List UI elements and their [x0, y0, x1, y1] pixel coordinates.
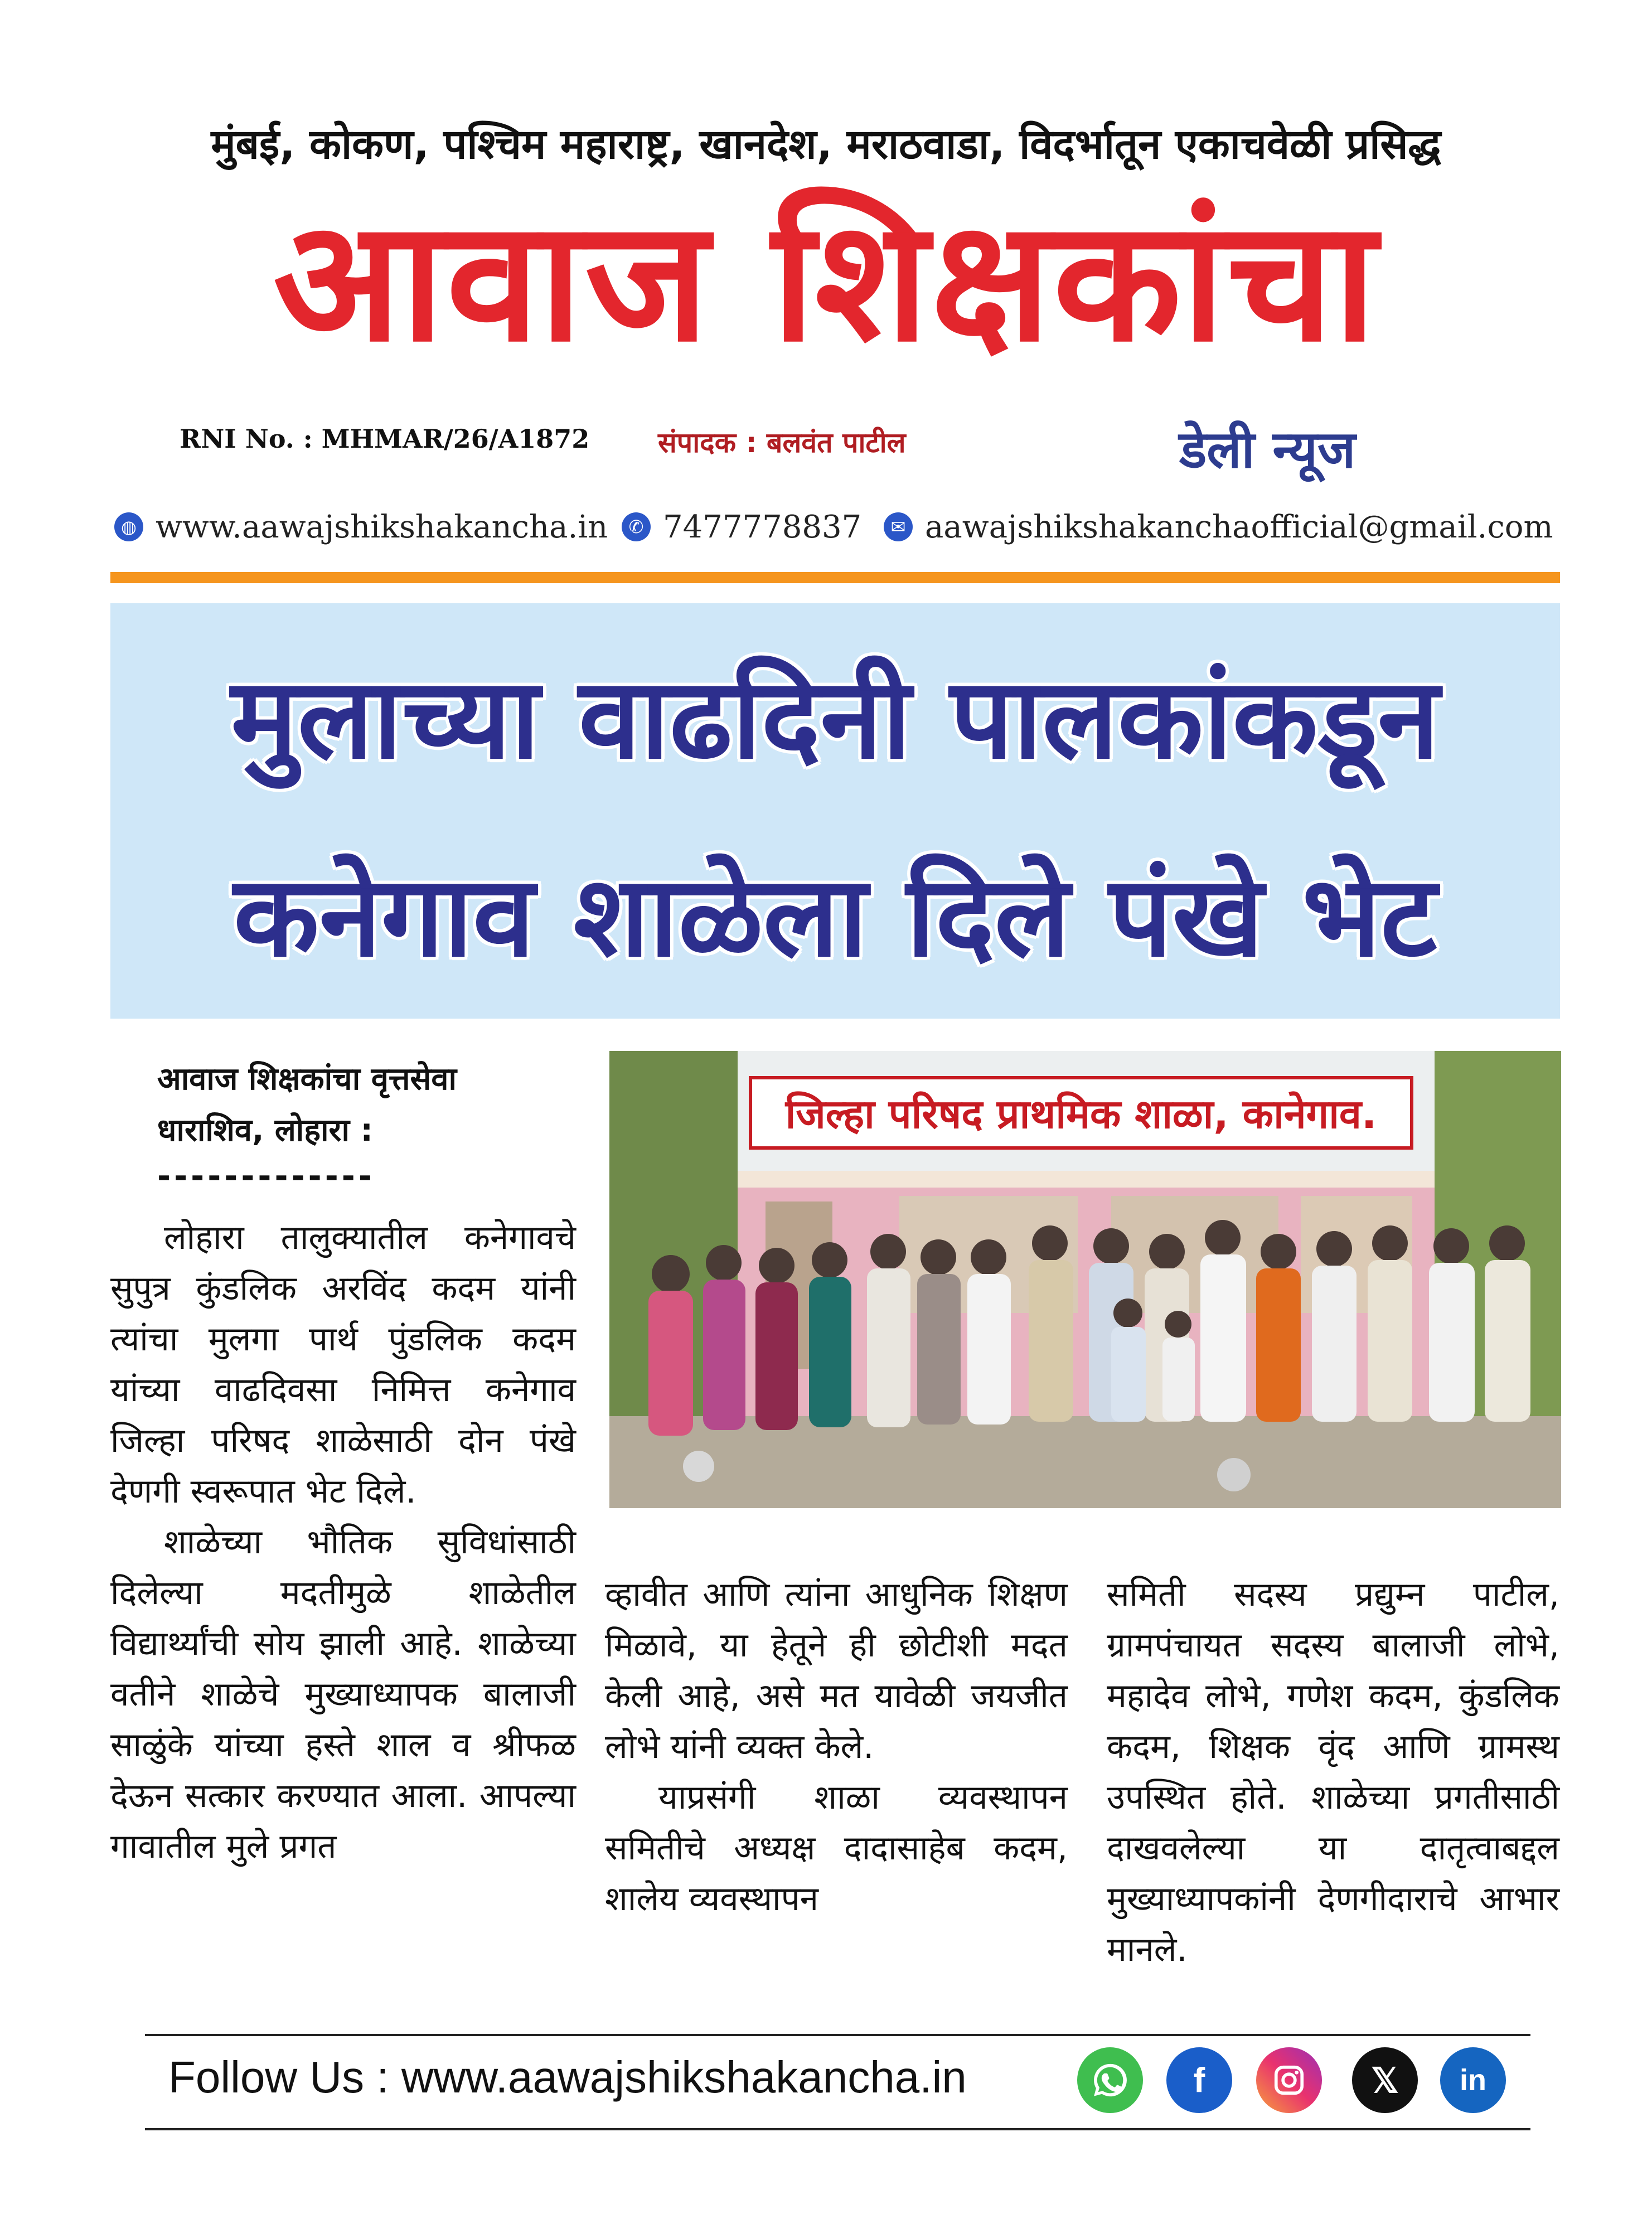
- article-column-1: [110, 1213, 576, 1872]
- byline: [157, 1054, 581, 1156]
- byline-source: आवाज शिक्षकांचा वृत्तसेवा: [157, 1061, 457, 1097]
- linkedin-icon[interactable]: in: [1440, 2047, 1506, 2113]
- globe-icon: ◍: [114, 512, 143, 541]
- article-paragraph: शाळेच्या भौतिक सुविधांसाठी दिलेल्या मदतीमुळे शाळेतील विद्यार्थ्यांची सोय झाली आहे. शाळेच्या वतीने शाळेचे मुख्याध्यापक बालाजी साळुंके यांच्या हस्ते शाल व श्रीफळ देऊन सत्कार करण्यात आला. आपल्या गावातील मुले प्रगत: [110, 1523, 576, 1866]
- follow-us-link[interactable]: Follow Us : www.aawajshikshakancha.in: [168, 2052, 967, 2102]
- daily-news-label: डेली न्यूज: [1179, 420, 1356, 479]
- rni-number: RNI No. : MHMAR/26/A1872: [180, 424, 590, 454]
- email-text: aawajshikshakanchaofficial@gmail.com: [925, 508, 1553, 545]
- newspaper-title: आवाज शिक्षकांचा: [273, 184, 1379, 379]
- footer-rule-top: [145, 2034, 1530, 2036]
- phone-text: 7477778837: [663, 508, 862, 545]
- instagram-icon[interactable]: [1256, 2047, 1322, 2113]
- school-sign: जिल्हा परिषद प्राथमिक शाळा, कानेगाव.: [749, 1076, 1413, 1150]
- divider: [110, 572, 1560, 583]
- whatsapp-icon[interactable]: [1077, 2047, 1143, 2113]
- phone-icon: ✆: [622, 512, 651, 541]
- byline-place: धाराशिव, लोहारा :: [157, 1112, 373, 1149]
- byline-dashes: -------------: [157, 1157, 375, 1195]
- mail-icon: ✉: [884, 512, 913, 541]
- headline-line-1: मुलाच्या वाढदिनी पालकांकडून: [231, 654, 1440, 784]
- article-column-3: [1107, 1569, 1559, 1975]
- headline-line-2: कनेगाव शाळेला दिले पंखे भेट: [233, 852, 1437, 982]
- article-paragraph: याप्रसंगी शाळा व्यवस्थापन समितीचे अध्यक्ष दादासाहेब कदम, शालेय व्यवस्थापन: [605, 1778, 1068, 1918]
- tagline: मुंबई, कोकण, पश्चिम महाराष्ट्र, खानदेश, मराठवाडा, विदर्भातून एकाचवेळी प्रसिद्ध: [211, 120, 1441, 168]
- editor-name: संपादक : बलवंत पाटील: [658, 427, 906, 459]
- footer-rule-bottom: [145, 2128, 1530, 2130]
- article-column-2: [605, 1569, 1068, 1925]
- email-contact[interactable]: [884, 502, 1553, 552]
- article-paragraph: समिती सदस्य प्रद्युम्न पाटील, ग्रामपंचायत सदस्य बालाजी लोभे, महादेव लोभे, गणेश कदम, कुंडलिक कदम, शिक्षक वृंद आणि ग्रामस्थ उपस्थित होते. शाळेच्या प्रगतीसाठी दाखवलेल्या या दातृत्वाबद्दल मुख्याध्यापकांनी देणगीदाराचे आभार मानले.: [1107, 1575, 1559, 1969]
- website-text: www.aawajshikshakancha.in: [156, 508, 608, 545]
- news-photo: [609, 1051, 1561, 1508]
- facebook-icon[interactable]: f: [1166, 2047, 1232, 2113]
- phone-contact[interactable]: [622, 502, 861, 552]
- article-paragraph: लोहारा तालुक्यातील कनेगावचे सुपुत्र कुंडलिक अरविंद कदम यांनी त्यांचा मुलगा पार्थ पुंडलिक कदम यांच्या वाढदिवसा निमित्त कनेगाव जिल्हा परिषद शाळेसाठी दोन पंखे देणगी स्वरूपात भेट दिले.: [110, 1218, 576, 1511]
- x-icon[interactable]: 𝕏: [1352, 2047, 1418, 2113]
- website-contact[interactable]: [114, 502, 608, 552]
- article-paragraph: व्हावीत आणि त्यांना आधुनिक शिक्षण मिळावे, या हेतूने ही छोटीशी मदत केली आहे, असे मत यावेळी जयजीत लोभे यांनी व्यक्त केले.: [605, 1575, 1068, 1766]
